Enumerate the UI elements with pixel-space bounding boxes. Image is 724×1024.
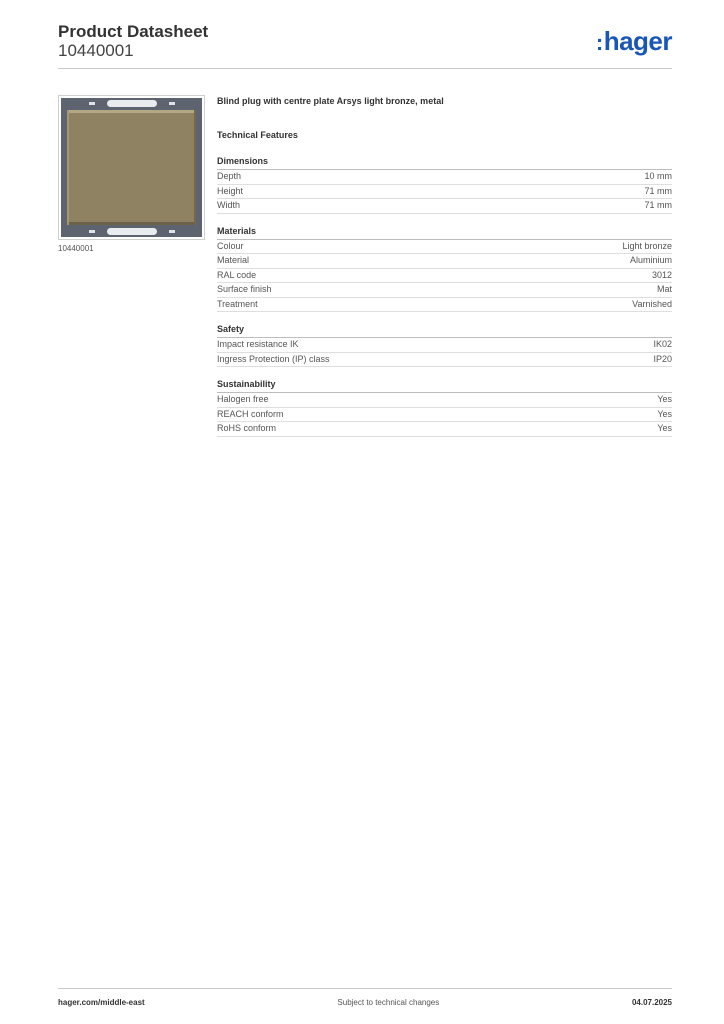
spec-value: Yes xyxy=(657,423,672,433)
section-dimensions xyxy=(217,156,672,214)
spec-value: Light bronze xyxy=(622,240,672,251)
image-caption: 10440001 xyxy=(58,244,94,253)
spec-row xyxy=(217,298,672,313)
spec-value: Yes xyxy=(657,394,672,404)
header-divider xyxy=(58,68,672,69)
product-image xyxy=(58,95,205,240)
spec-value: Mat xyxy=(656,284,672,294)
section-sustainability xyxy=(217,379,672,437)
spec-value: Yes xyxy=(657,408,672,419)
spec-label: REACH conform xyxy=(217,408,284,419)
bottom-slot xyxy=(107,228,157,235)
section-materials xyxy=(217,226,672,313)
spec-value: Varnished xyxy=(632,298,672,309)
spec-label: Surface finish xyxy=(217,284,272,294)
spec-row xyxy=(217,422,672,437)
spec-row xyxy=(217,240,672,255)
hager-logo xyxy=(596,28,672,56)
spec-label: Depth xyxy=(217,171,242,181)
section-title: Safety xyxy=(217,324,672,338)
spec-row xyxy=(217,353,672,368)
spec-row xyxy=(217,283,672,298)
logo-colon-icon: : xyxy=(595,30,603,55)
spec-value: Aluminium xyxy=(629,255,672,265)
spec-label: Width xyxy=(217,200,241,210)
spec-label: Colour xyxy=(217,240,244,251)
spec-value: 10 mm xyxy=(644,171,672,181)
spec-label: Ingress Protection (IP) class xyxy=(217,353,330,364)
spec-value: 71 mm xyxy=(644,185,672,196)
spec-row xyxy=(217,269,672,284)
page-title: Product Datasheet xyxy=(58,22,209,41)
footer-website: hager.com/middle-east xyxy=(58,998,145,1007)
spec-label: Material xyxy=(217,255,250,265)
technical-content xyxy=(217,96,672,437)
logo-text: hager xyxy=(603,26,672,56)
top-slot xyxy=(107,100,157,107)
spec-value: IP20 xyxy=(653,353,672,364)
spec-label: RAL code xyxy=(217,269,257,280)
section-safety xyxy=(217,324,672,367)
bronze-plate xyxy=(67,110,196,225)
spec-label: Height xyxy=(217,185,244,196)
spec-row xyxy=(217,254,672,269)
product-code: 10440001 xyxy=(58,41,134,60)
footer-notice: Subject to technical changes xyxy=(337,998,440,1007)
spec-row xyxy=(217,170,672,185)
spec-row xyxy=(217,408,672,423)
features-heading: Technical Features xyxy=(217,130,298,140)
spec-label: Treatment xyxy=(217,298,258,309)
spec-value: IK02 xyxy=(653,339,672,349)
spec-value: 3012 xyxy=(651,269,672,280)
feature-sections xyxy=(217,156,672,437)
product-description: Blind plug with centre plate Arsys light bronze, metal xyxy=(217,96,444,106)
spec-row xyxy=(217,185,672,200)
spec-label: Halogen free xyxy=(217,394,269,404)
header xyxy=(58,22,208,60)
blind-plug-icon xyxy=(59,96,204,239)
spec-label: Impact resistance IK xyxy=(217,339,299,349)
spec-label: RoHS conform xyxy=(217,423,277,433)
footer-date: 04.07.2025 xyxy=(631,998,672,1007)
spec-row xyxy=(217,199,672,214)
spec-value: 71 mm xyxy=(644,200,672,210)
spec-row xyxy=(217,393,672,408)
section-title: Materials xyxy=(217,226,672,240)
section-title: Sustainability xyxy=(217,379,672,393)
footer-divider xyxy=(58,988,672,989)
section-title: Dimensions xyxy=(217,156,672,170)
spec-row xyxy=(217,338,672,353)
footer xyxy=(58,998,672,1007)
